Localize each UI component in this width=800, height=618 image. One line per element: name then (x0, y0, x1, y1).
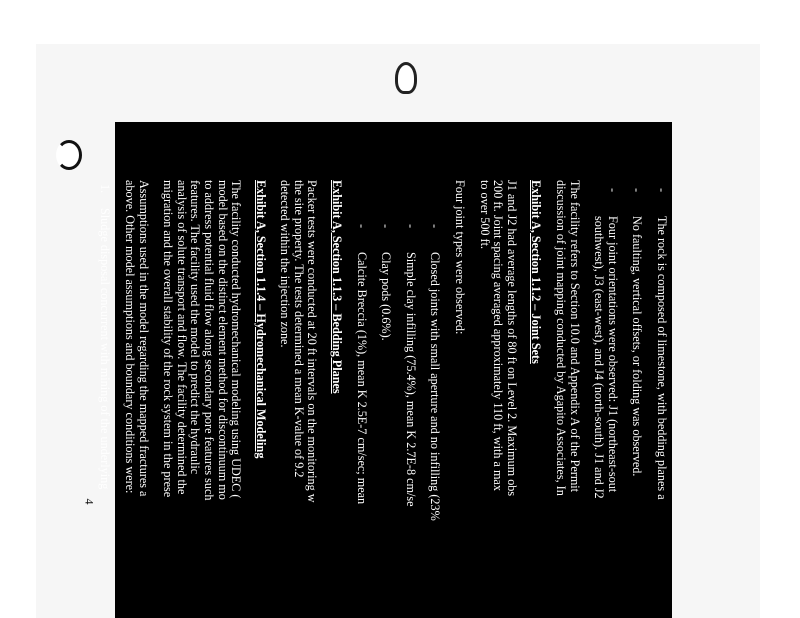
joint-type-item: -Closed joints with small aperture and no infilling (23% (428, 224, 443, 521)
bullet-continuation: southwest), J3 (east-west), and J4 (north-south). J1 and J2 (592, 216, 607, 499)
paragraph-line: detected within the injection zone. (278, 180, 293, 348)
paragraph-line: the site property. The tests determined a mean K-value of 9.2 (291, 180, 306, 478)
exhibit-heading-joint-sets: Exhibit A, Section 1.1.2 – Joint Sets (529, 180, 544, 364)
joint-type-item: -Calcite Breccia (1%), mean K 2.5E-7 cm/sec; mean (354, 224, 369, 505)
paragraph-line: analysis of solute transport and flow. The facility determined the (174, 180, 189, 495)
page-number: 4 (82, 498, 97, 505)
paragraph-line: to address potential fluid flow along secondary pore features such (201, 180, 216, 501)
bullet-line: -Four joint orientations were observed: J1 (northeast-sout (605, 188, 620, 493)
paragraph-line: Assumptions used in the model regarding the mapped fractures a (136, 180, 151, 497)
paragraph-line: Four joint types were observed: (453, 180, 468, 335)
punch-hole-top (395, 62, 417, 94)
paragraph-line: features. The facility used the model to predict the hydraulic (188, 180, 203, 475)
paragraph-line: The facility refers to Section 10.0 and Appendix A of the Permit (567, 180, 582, 493)
paragraph-line: Packer tests were conducted at 20 ft intervals on the monitoring w (305, 180, 320, 503)
exhibit-heading-modeling: Exhibit A, Section 1.1.4 – Hydromechanical Modeling (253, 180, 268, 459)
bullet-line: -No faulting, vertical offsets, or folding was observed. (630, 188, 645, 477)
exhibit-heading-bedding-planes: Exhibit A, Section 1.1.3 – Bedding Planes (330, 180, 345, 394)
inverted-text-panel (98, 122, 672, 618)
bullet-line: -The rock is composed of limestone, with bedding planes a (655, 188, 669, 500)
punch-hole-left (56, 140, 82, 170)
paragraph-line: The facility conducted hydromechanical modeling using UDEC ( (229, 180, 244, 499)
paragraph-line: above. Other model assumptions and boundary conditions were: (122, 180, 137, 494)
paragraph-line: 200 ft. Joint spacing averaged approximately 110 ft, with a max (491, 180, 506, 491)
joint-type-item: -Clay pods (0.6%). (379, 224, 394, 341)
joint-type-item: -Simple clay infilling (75.4%), mean K 2.7E-8 cm/se (403, 224, 418, 507)
paragraph-line: to over 500 ft. (477, 180, 492, 250)
paragraph-line: migration and the overall stability of the rock system in the prese (161, 180, 176, 498)
paragraph-line: discussion of joint mapping conducted by Agapito Associates, In (554, 180, 569, 496)
numbered-item: 1.Sludge disposal concurrent with mining of the underlying (98, 184, 113, 490)
paragraph-line: model based on the distinct element method for discontinuum mo (215, 180, 230, 500)
rotated-document-body (98, 122, 672, 618)
paragraph-line: J1 and J2 had average lengths of 80 ft on Level 2. Maximum obs (504, 180, 519, 497)
